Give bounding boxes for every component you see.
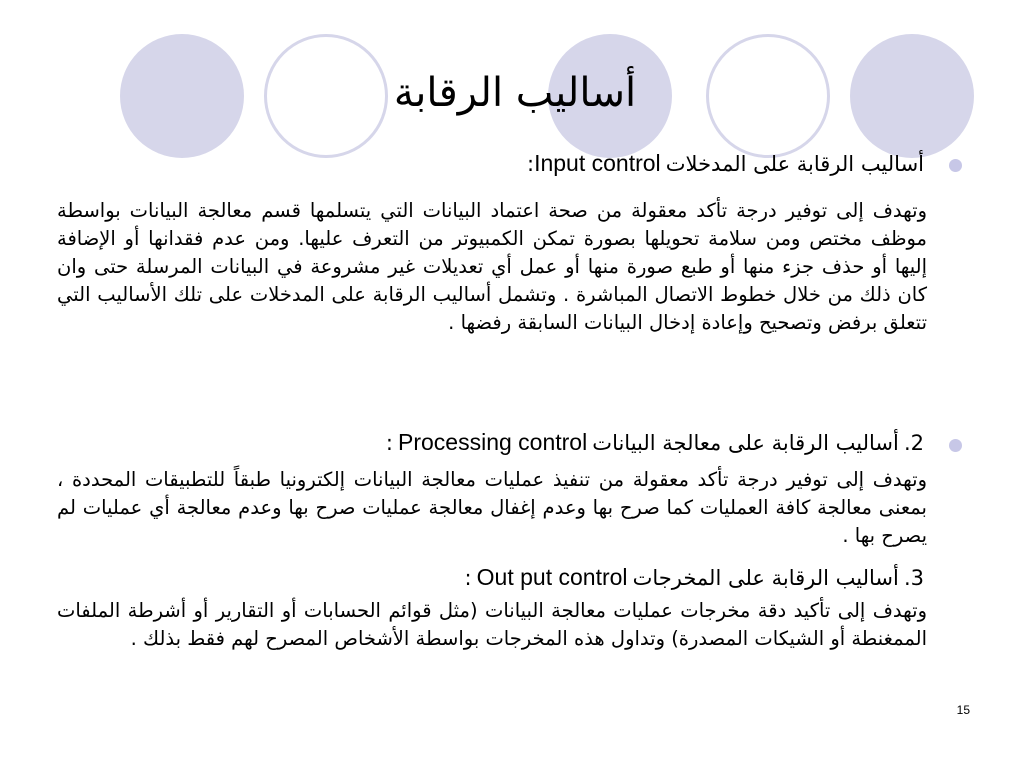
bullet-2: [949, 439, 962, 452]
slide-title: أساليب الرقابة: [393, 70, 637, 116]
section1-heading-ar: أساليب الرقابة على المدخلات: [665, 152, 924, 176]
page-number: 15: [956, 703, 970, 717]
section2-number: 2.: [903, 431, 924, 455]
section2-heading-en: Processing control: [398, 429, 588, 455]
section3-heading-en: Out put control: [476, 564, 628, 590]
decorative-circle-5: [850, 34, 974, 158]
decorative-circle-1: [120, 34, 244, 158]
section2-heading: [386, 429, 924, 456]
section1-heading: [527, 150, 924, 177]
section3-heading: [464, 564, 924, 591]
section1-heading-en: Input control: [534, 150, 661, 176]
section3-body: وتهدف إلى تأكيد دقة مخرجات عمليات معالجة البيانات (مثل قوائم الحسابات أو التقارير أو أشرطة الملفات الممغنطة أو الشيكات المصدرة) وتداول هذه المخرجات بواسطة الأشخاص المصرح لهم فقط بذلك .: [57, 599, 927, 650]
section2-heading-suffix: :: [385, 431, 393, 455]
section2-heading-ar: أساليب الرقابة على معالجة البيانات: [592, 431, 899, 455]
section3-number: 3.: [903, 566, 924, 590]
section2-body: وتهدف إلى توفير درجة تأكد معقولة من تنفيذ عمليات معالجة البيانات إلكترونيا طبقاً للتطبيقات المحددة ، بمعنى معالجة كافة العمليات كما صرح بها وعدم إغفال معالجة عمليات صرح بها وعدم معالجة أي عمليات لم يصرح بها .: [57, 468, 927, 547]
section3-heading-suffix: :: [464, 566, 472, 590]
section1-body: وتهدف إلى توفير درجة تأكد معقولة من صحة اعتماد البيانات التي يتسلمها قسم معالجة البيانات بواسطة موظف مختص ومن سلامة تحويلها بصورة تمكن الكمبيوتر من التعرف عليها. ومن عدم فقدانها أو الإضافة إليها أو حذف جزء منها أو طبع صورة منها أو عمل أي تعديلات غير مشروعة في البيانات المرسلة حتى وان كان ذلك من خلال خطوط الاتصال المباشرة . وتشمل أساليب الرقابة على المدخلات على تلك الأساليب التي تتعلق برفض وتصحيح وإعادة إدخال البيانات السابقة رفضها .: [57, 199, 927, 334]
section3-heading-ar: أساليب الرقابة على المخرجات: [632, 566, 899, 590]
bullet-1: [949, 159, 962, 172]
section1-heading-suffix: :: [527, 152, 535, 176]
